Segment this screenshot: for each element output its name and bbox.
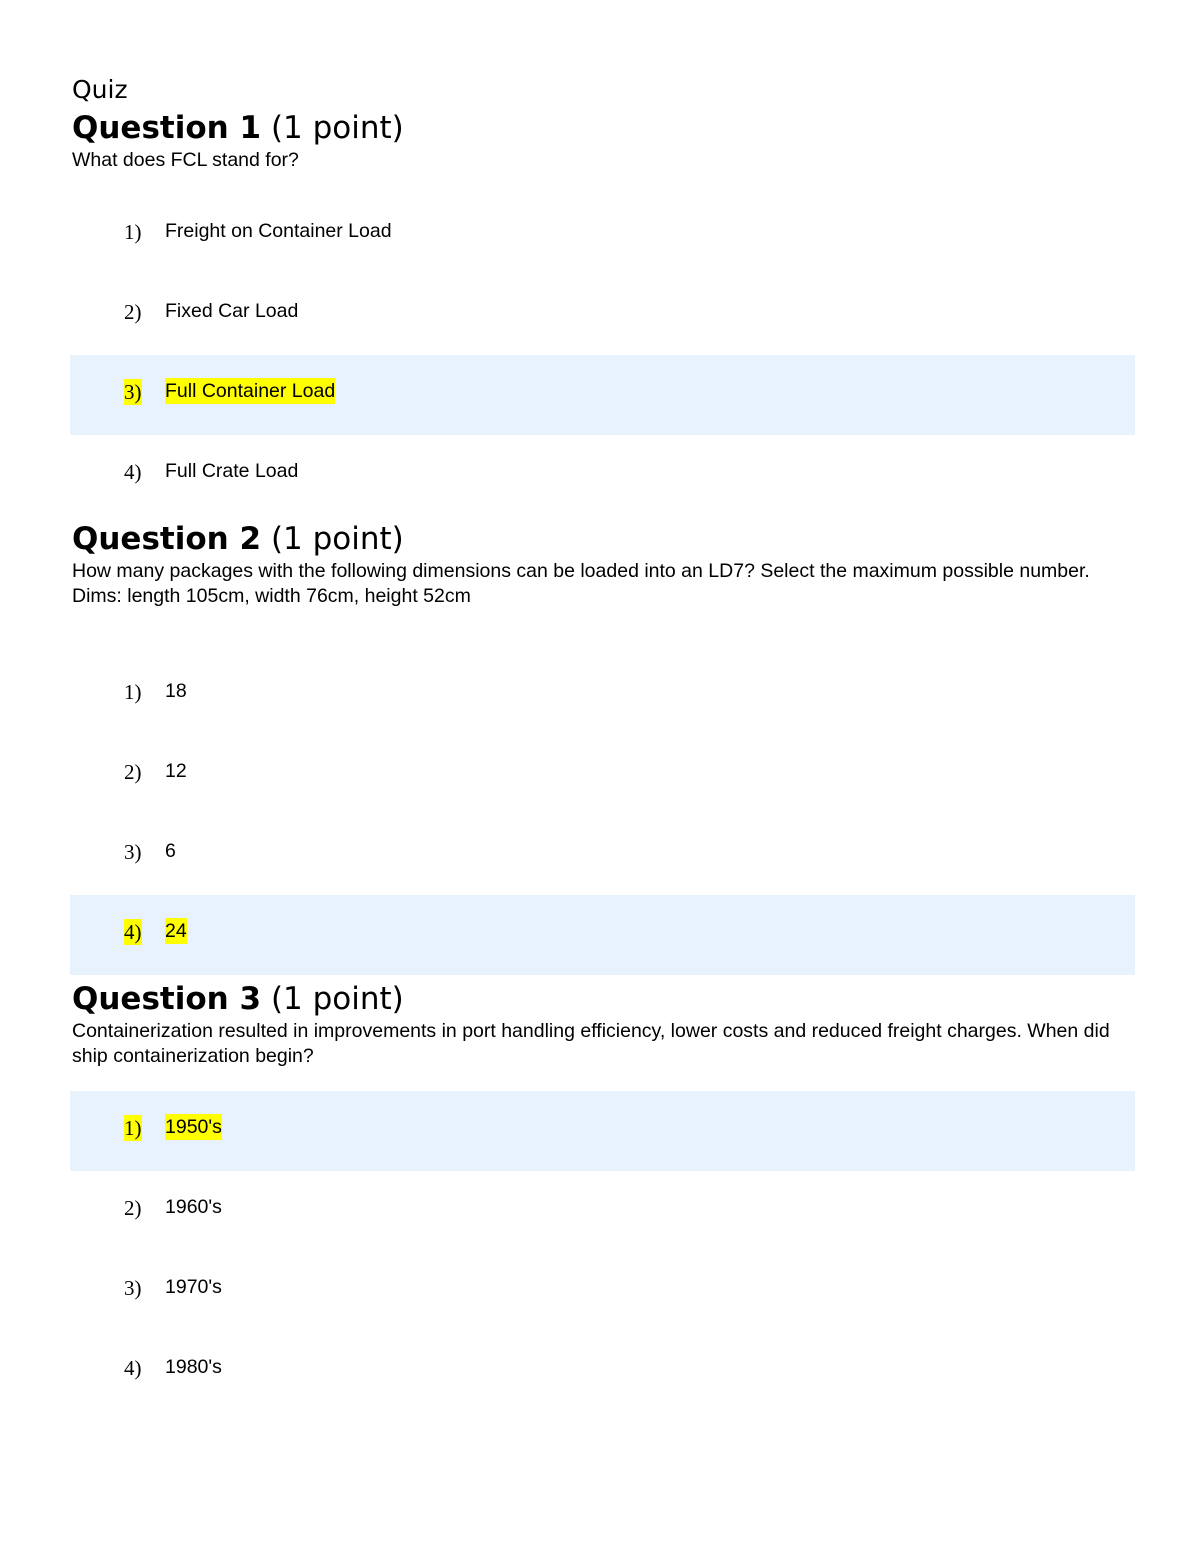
question-1-points: (1 point) xyxy=(270,110,404,146)
question-2-answer-4-selected[interactable] xyxy=(70,895,1135,975)
question-3-text-line: Containerization resulted in improvements in port handling efficiency, lower costs and reduced freight charges. When did ship containerization begin? xyxy=(72,1020,1110,1067)
answer-number: 4) xyxy=(124,1356,142,1380)
answer-number: 1) xyxy=(124,220,142,244)
question-3-title: Question 3 xyxy=(72,981,262,1017)
answer-label: Freight on Container Load xyxy=(165,220,392,242)
question-2-heading xyxy=(72,519,404,559)
answer-number: 3) xyxy=(124,1276,142,1300)
answer-label: 6 xyxy=(165,840,176,862)
question-2-points: (1 point) xyxy=(270,521,404,557)
answer-label: 12 xyxy=(165,760,187,782)
question-1-text xyxy=(72,148,1132,173)
answer-number: 1) xyxy=(124,1116,142,1140)
question-2-dims-line: Dims: length 105cm, width 76cm, height 52cm xyxy=(72,585,471,607)
answer-number: 2) xyxy=(124,1196,142,1220)
answer-label: 24 xyxy=(165,920,187,942)
question-2-title: Question 2 xyxy=(72,521,262,557)
answer-label: Fixed Car Load xyxy=(165,300,299,322)
answer-label: 18 xyxy=(165,680,187,702)
answer-label: 1960's xyxy=(165,1196,222,1218)
question-1-answer-1[interactable] xyxy=(70,195,1135,275)
answer-number: 3) xyxy=(124,840,142,864)
question-3-text xyxy=(72,1019,1132,1069)
question-2-text-line: How many packages with the following dimensions can be loaded into an LD7? Select the maximum possible number. xyxy=(72,560,1090,582)
answer-label: Full Container Load xyxy=(165,380,336,402)
answer-label: 1970's xyxy=(165,1276,222,1298)
question-3-points: (1 point) xyxy=(270,981,404,1017)
question-3-answer-3[interactable] xyxy=(70,1251,1135,1331)
answer-label: 1950's xyxy=(165,1116,222,1138)
question-3-answer-4[interactable] xyxy=(70,1331,1135,1411)
question-1-title: Question 1 xyxy=(72,110,262,146)
answer-number: 2) xyxy=(124,300,142,324)
question-1-answer-2[interactable] xyxy=(70,275,1135,355)
question-2-answer-2[interactable] xyxy=(70,735,1135,815)
question-3-answer-2[interactable] xyxy=(70,1171,1135,1251)
question-1-answer-3-selected[interactable] xyxy=(70,355,1135,435)
page-title: Quiz xyxy=(72,75,128,104)
question-2-answer-3[interactable] xyxy=(70,815,1135,895)
answer-number: 3) xyxy=(124,380,142,404)
question-1-text-line: What does FCL stand for? xyxy=(72,149,299,171)
answer-label: 1980's xyxy=(165,1356,222,1378)
question-3-heading xyxy=(72,979,404,1019)
question-3-answer-1-selected[interactable] xyxy=(70,1091,1135,1171)
answer-label: Full Crate Load xyxy=(165,460,299,482)
question-1-heading xyxy=(72,108,404,148)
answer-number: 2) xyxy=(124,760,142,784)
answer-number: 4) xyxy=(124,460,142,484)
question-2-answer-1[interactable] xyxy=(70,655,1135,735)
question-2-text xyxy=(72,559,1132,609)
question-1-answer-4[interactable] xyxy=(70,435,1135,515)
answer-number: 1) xyxy=(124,680,142,704)
answer-number: 4) xyxy=(124,920,142,944)
